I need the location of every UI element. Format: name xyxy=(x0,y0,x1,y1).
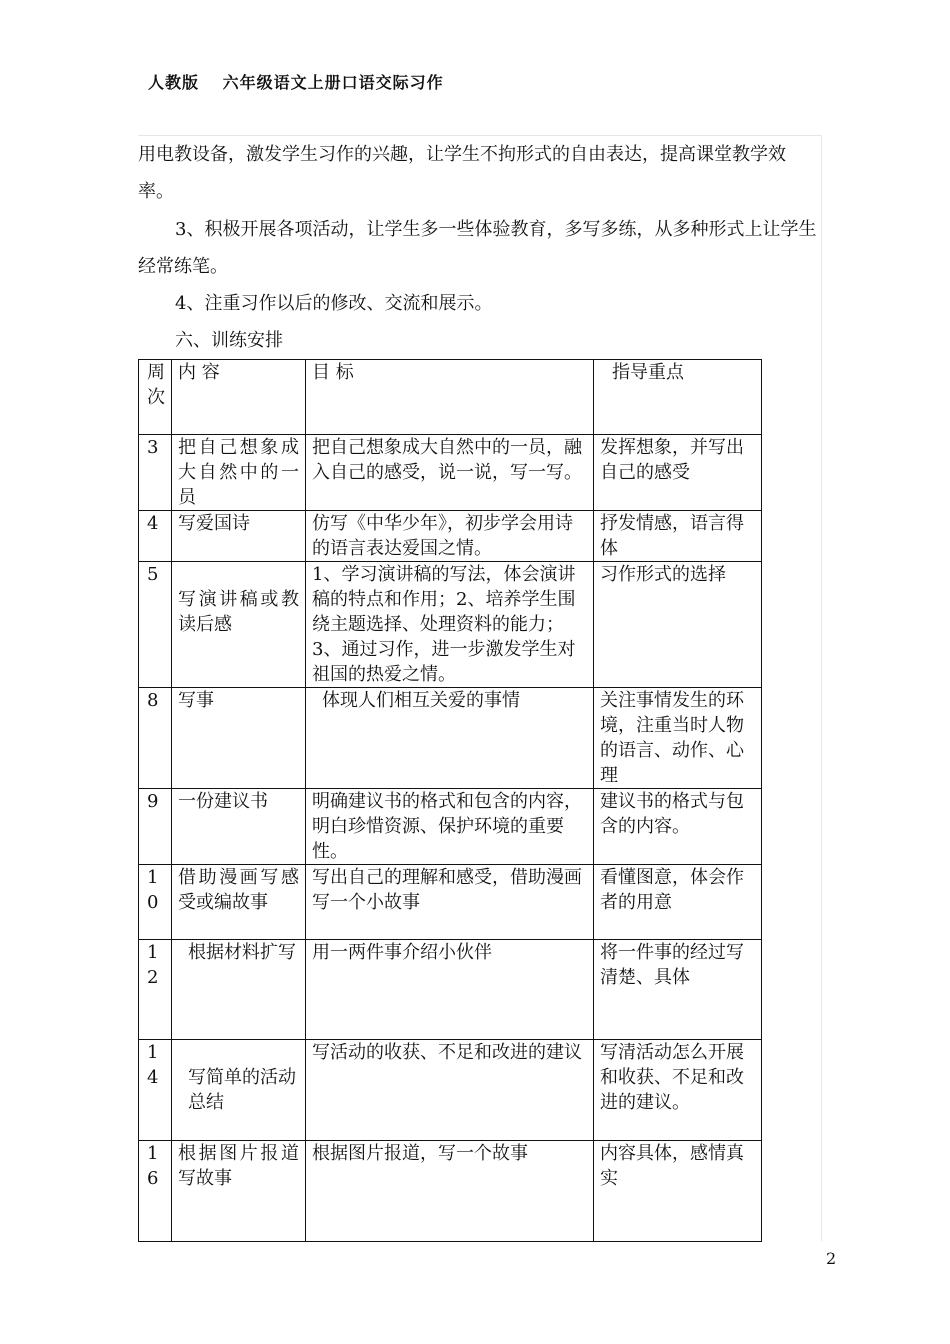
row-goal: 体现人们相互关爱的事情 xyxy=(306,688,594,789)
row-goal: 明确建议书的格式和包含的内容，明白珍惜资源、保护环境的重要性。 xyxy=(306,789,594,865)
row-content: 把自己想象成大自然中的一员 xyxy=(172,435,306,511)
row-content: 借助漫画写感受或编故事 xyxy=(172,865,306,940)
header-goal: 目 标 xyxy=(306,360,594,435)
table-row xyxy=(139,511,762,562)
row-week: 9 xyxy=(139,789,172,865)
table-row xyxy=(139,940,762,1040)
table-row xyxy=(139,688,762,789)
training-schedule-table xyxy=(138,359,762,1242)
table-row xyxy=(139,1040,762,1141)
row-goal: 1、学习演讲稿的写法，体会演讲稿的特点和作用；2、培养学生围绕主题选择、处理资料的能力；3、通过习作，进一步激发学生对祖国的热爱之情。 xyxy=(306,562,594,688)
table-row xyxy=(139,562,762,688)
row-week: 5 xyxy=(139,562,172,688)
row-goal: 根据图片报道，写一个故事 xyxy=(306,1141,594,1242)
page-number: 2 xyxy=(826,1249,837,1268)
table-row xyxy=(139,789,762,865)
row-focus: 建议书的格式与包含的内容。 xyxy=(594,789,762,865)
row-week: 14 xyxy=(139,1040,172,1141)
row-content: 根据材料扩写 xyxy=(172,940,306,1040)
row-content: 写简单的活动总结 xyxy=(172,1040,306,1141)
table-header-row xyxy=(139,360,762,435)
header-content: 内 容 xyxy=(172,360,306,435)
row-week: 16 xyxy=(139,1141,172,1242)
row-focus: 看懂图意，体会作者的用意 xyxy=(594,865,762,940)
row-week: 10 xyxy=(139,865,172,940)
page-frame-right xyxy=(821,135,822,1241)
row-week: 4 xyxy=(139,511,172,562)
paragraph-activities: 3、积极开展各项活动，让学生多一些体验教育，多写多练，从多种形式上让学生经常练笔。 xyxy=(138,219,817,277)
row-content: 根据图片报道写故事 xyxy=(172,1141,306,1242)
row-focus: 关注事情发生的环境，注重当时人物的语言、动作、心理 xyxy=(594,688,762,789)
document-header: 人教版 六年级语文上册口语交际习作 xyxy=(148,73,444,92)
row-goal: 仿写《中华少年》，初步学会用诗的语言表达爱国之情。 xyxy=(306,511,594,562)
row-focus: 写清活动怎么开展和收获、不足和改进的建议。 xyxy=(594,1040,762,1141)
row-goal: 把自己想象成大自然中的一员，融入自己的感受，说一说，写一写。 xyxy=(306,435,594,511)
row-focus: 习作形式的选择 xyxy=(594,562,762,688)
section-heading-training: 六、训练安排 xyxy=(175,330,283,351)
row-week: 3 xyxy=(139,435,172,511)
row-content: 写事 xyxy=(172,688,306,789)
row-content: 写演讲稿或教读后感 xyxy=(172,562,306,688)
row-week: 8 xyxy=(139,688,172,789)
row-focus: 抒发情感，语言得体 xyxy=(594,511,762,562)
row-focus: 发挥想象，并写出自己的感受 xyxy=(594,435,762,511)
row-week: 12 xyxy=(139,940,172,1040)
row-content: 写爱国诗 xyxy=(172,511,306,562)
table-row xyxy=(139,1141,762,1242)
row-content: 一份建议书 xyxy=(172,789,306,865)
table-row xyxy=(139,865,762,940)
table-row xyxy=(139,435,762,511)
row-focus: 内容具体，感情真实 xyxy=(594,1141,762,1242)
paragraph-revision: 4、注重习作以后的修改、交流和展示。 xyxy=(175,293,493,314)
header-week: 周次 xyxy=(139,360,172,435)
row-goal: 写活动的收获、不足和改进的建议 xyxy=(306,1040,594,1141)
row-goal: 写出自己的理解和感受，借助漫画写一个小故事 xyxy=(306,865,594,940)
header-focus: 指导重点 xyxy=(594,360,762,435)
row-focus: 将一件事的经过写清楚、具体 xyxy=(594,940,762,1040)
paragraph-method: 用电教设备，激发学生习作的兴趣，让学生不拘形式的自由表达，提高课堂教学效率。 xyxy=(138,144,786,202)
row-goal: 用一两件事介绍小伙伴 xyxy=(306,940,594,1040)
